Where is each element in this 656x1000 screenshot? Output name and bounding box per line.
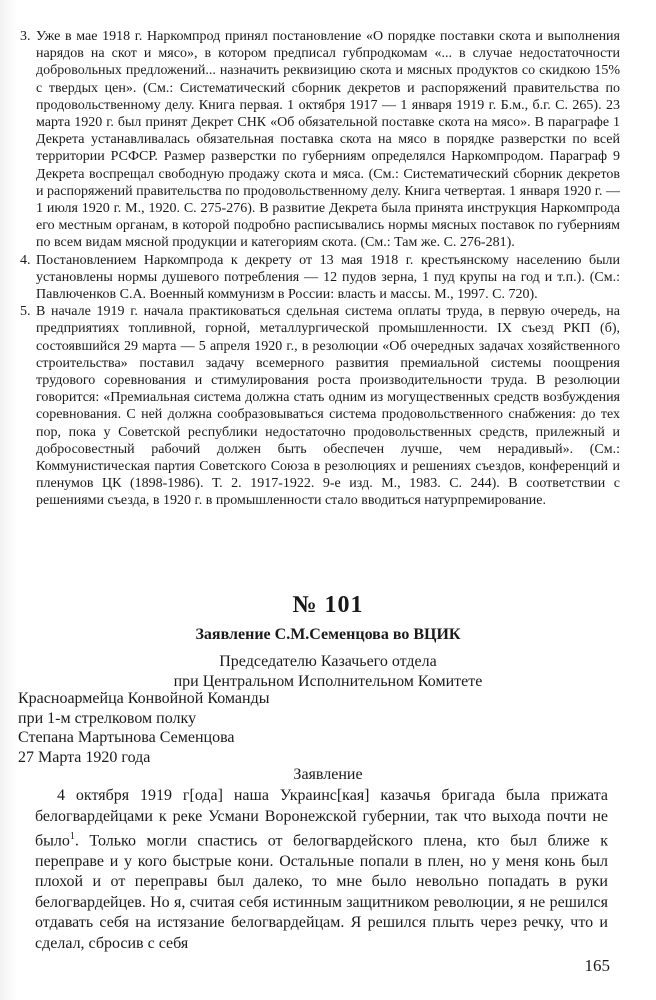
document-number: № 101 — [292, 592, 364, 618]
endnote-number: 5. — [20, 304, 31, 320]
endnote-number: 4. — [20, 252, 31, 268]
sender-line: Красноармейца Конвойной Команды — [18, 690, 270, 707]
endnote-number: 3. — [20, 29, 31, 44]
footnote-marker: 1 — [69, 831, 75, 842]
statement-text: 4 октября 1919 г[ода] наша Украинс[кая] казачья бригада была прижата белогвардейцами к реке Усмани Воронежской губернии, так что выхода почти не было — [35, 787, 608, 850]
endnote — [20, 28, 620, 252]
statement-body — [35, 786, 608, 954]
endnote-text: В начале 1919 г. начала практиковаться сдельная система оплаты труда, в первую очередь, на предприятиях топливной, горной, металлургической промышленности. IX съезд РКП (б), состоявшийся 29 марта — 5 апреля 1920 г., в резолюции «Об очередных задачах хозяйственного строительства» поставил задачу всемерного развития премиальной системы поощрения трудового соревнования и стимулирования роста производительности труда. В резолюции говорится: «Премиальная система должна стать одним из могущественных средств возбуждения соревнования. С ней должна сообразовываться система продовольственного снабжения: до тех пор, пока у Советской республики недостаточно продовольственных средств, прилежный и добросовестный рабочий должен быть обеспечен лучше, чем нерадивый». (См.: Коммунистическая партия Советского Союза в резолюциях и решениях съездов, конференций и пленумов ЦК (1898-1986). Т. 2. 1917-1922. 9-е изд. М., 1983. С. 244). В соответствии с решениями съезда, в 1920 г. в промышленности стало вводиться натурпремирование. — [36, 304, 620, 509]
addressee-line: Председателю Казачьего отдела — [219, 653, 437, 670]
endnote-text: Постановлением Наркомпрода к декрету от 13 мая 1918 г. крестьянскому населению были установлены нормы душевого потребления — 12 пудов зерна, 1 пуд крупы на год и т.п.). (См.: Павлюченков С.А. Военный коммунизм в России: власть и массы. М., 1997. С. 720). — [36, 252, 620, 303]
sender-line: 27 Марта 1920 года — [18, 748, 151, 766]
addressee-block — [0, 652, 656, 691]
endnote — [20, 252, 620, 304]
sender-line: Степана Мартынова Семенцова — [18, 729, 235, 747]
document-title: Заявление С.М.Семенцова во ВЦИК — [195, 626, 461, 643]
page-number: 165 — [584, 956, 610, 975]
statement-heading: Заявление — [293, 766, 363, 783]
endnote-text: Уже в мае 1918 г. Наркомпрод принял постановление «О порядке поставки скота и выполнения нарядов на скот и мясо», в котором предписал губпродкомам «... в случае недостаточности добровольных предложений... назначить реквизицию скота и мясных продуктов со скидкою 15% с твердых цен». (См.: Систематический сборник декретов и распоряжений правительства по продовольственному делу. Книга первая. 1 октября 1917 — 1 января 1919 г. Б.м., б.г. С. 265). 23 марта 1920 г. был принят Декрет СНК «Об обязательной поставке скота на мясо». В параграфе 1 Декрета устанавливалась обязательная поставка скота на мясо в порядке разверстки по всей территории РСФСР. Размер разверстки по губерниям определялся Наркомпродом. Параграф 9 Декрета воспрещал свободную продажу скота и мяса. (См.: Систематический сборник декретов и распоряжений правительства по продовольственному делу. Книга четвертая. 1 января 1920 г. — 1 июля 1920 г. М., 1920. С. 275-276). В развитие Декрета была принята инструкция Наркомпрода его местным органам, в которой подробно расписывались нормы мясных поставок по губерниям по всем видам мясной продукции и категориям скота. (См.: Там же. С. 276-281). — [36, 29, 620, 251]
addressee-line: при Центральном Исполнительном Комитете — [173, 672, 483, 690]
sender-block — [18, 689, 638, 767]
endnote — [20, 303, 620, 509]
statement-text: . Только могли спастись от белогвардейского плена, кто был ближе к переправе и у кого быстрые кони. Остальные попали в плен, но у меня конь был плохой и от переправы был далеко, то мне было невольно попадать в руки белогвардейцев. Но я, считая себя истинным защитником революции, я не решился отдавать себя на истязание белогвардейцам. Я решился плыть через речку, что и сделал, сбросив с себя — [35, 832, 608, 952]
sender-line: при 1-м стрелковом полку — [18, 709, 197, 727]
endnotes — [20, 28, 620, 510]
